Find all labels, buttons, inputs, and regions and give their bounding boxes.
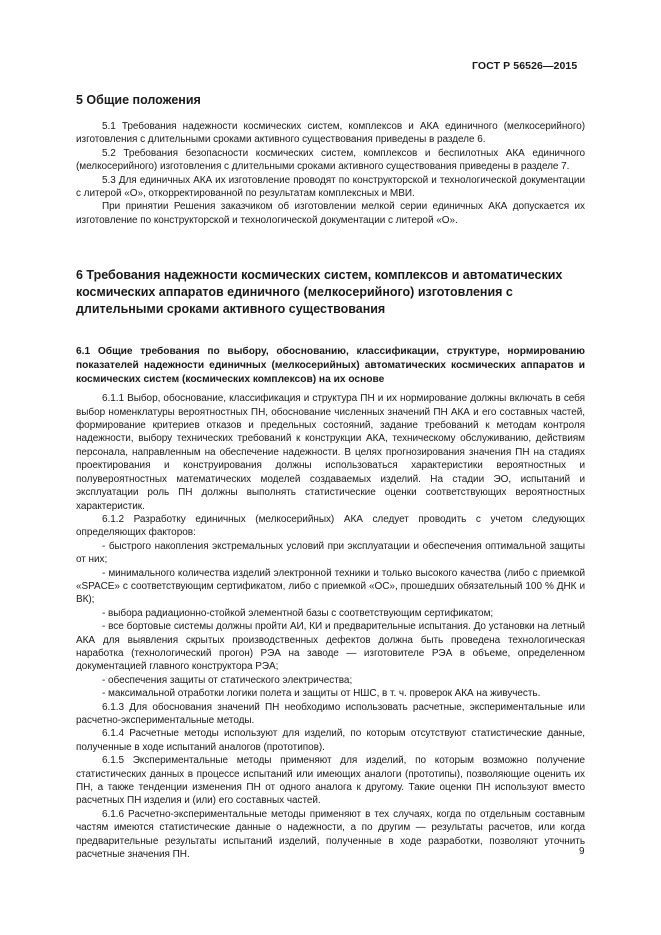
standard-code-header: ГОСТ Р 56526—2015: [472, 60, 578, 72]
subsection-6-1-title: 6.1 Общие требования по выбору, обоснованию, классификации, структуре, нормированию показателей надежности единичных (мелкосерийных) автоматических космических аппаратов и космических систем (космических комплексов) на их основе: [76, 346, 585, 386]
paragraph-5-3: 5.3 Для единичных АКА их изготовление проводят по конструкторской и технологической документации с литерой «О», откорректированной по результатам комплексных и МВИ.: [76, 174, 585, 200]
paragraph-6-1-4: 6.1.4 Расчетные методы используют для изделий, по которым отсутствуют статистические данные, полученные в ходе испытаний аналогов (прототипов).: [76, 728, 585, 753]
section-5-title: 5 Общие положения: [76, 93, 201, 107]
paragraph-5-1: 5.1 Требования надежности космических систем, комплексов и АКА единичного (мелкосерийного) изготовления с длительными сроками активного существования приведены в разделе 6.: [76, 121, 585, 146]
list-item: - выбора радиационно-стойкой элементной базы с соответствующим сертификатом;: [102, 607, 494, 619]
page-number: 9: [579, 846, 585, 857]
list-item: - все бортовые системы должны пройти АИ, КИ и предварительные испытания. До установки на летный АКА для выявления скрытых производственных дефектов должна быть проведена технологическая наработка (технологический прогон) РЭА на заводе — изготовителе РЭА в объеме, определенном документацией главного конструктора РЭА;: [76, 621, 585, 673]
paragraph-6-1-6: 6.1.6 Расчетно-экспериментальные методы применяют в тех случаях, когда по отдельным составным частям имеются статистические данные о надежности, а по другим — результаты расчетов, или когда предварительные результаты испытаний изделий, полученные в ходе разработки, позволяют уточнить расчетные значения ПН.: [76, 808, 585, 861]
list-item: - максимальной отработки логики полета и защиты от НШС, в т. ч. проверок АКА на живучесть.: [102, 688, 541, 700]
list-item: - быстрого накопления экстремальных условий при эксплуатации и обеспечения оптимальной защиты от них;: [76, 540, 585, 566]
paragraph-6-1-3: 6.1.3 Для обоснования значений ПН необходимо использовать расчетные, экспериментальные или расчетно-экспериментальные методы.: [76, 701, 585, 726]
paragraph-5-2: 5.2 Требования безопасности космических систем, комплексов и беспилотных АКА единичного (мелкосерийного) изготовления с длительными сроками активного существования приведены в разделе 7.: [76, 147, 585, 173]
paragraph-6-1-2: 6.1.2 Разработку единичных (мелкосерийных) АКА следует проводить с учетом следующих определяющих факторов:: [76, 513, 585, 539]
section-6-title: 6 Требования надежности космических систем, комплексов и автоматических космических аппаратов единичного (мелкосерийного) изготовления с длительными сроками активного существования: [76, 268, 563, 317]
page-content: [76, 92, 585, 861]
list-item: - обеспечения защиты от статического электричества;: [102, 674, 353, 686]
paragraph-6-1-5: 6.1.5 Экспериментальные методы применяют для изделий, по которым возможно получение статистических данных в процессе испытаний или имеющих аналоги (прототипы), позволяющие оценить их ПН, а также тенденции изменения ПН от одного аналога к другому. Такие оценки ПН используют вместо расчетных ПН изделия и (или) его составных частей.: [76, 755, 585, 807]
paragraph-6-1-1: 6.1.1 Выбор, обоснование, классификация и структура ПН и их нормирование должны включать в себя выбор номенклатуры вероятностных ПН, обоснование численных значений ПН АКА и его составных частей, формирование критериев отказов и предельных состояний, задание требований к методам контроля надежности, выбору технических требований к конструкции АКА, техническому обслуживанию, действиям персонала, направленным на обеспечение надежности. В целях прогнозирования значения ПН на стадиях проектирования и конструирования должны использоваться характеристики вероятностных и полувероятностных математических моделей создаваемых изделий. На стадии ЭО, испытаний и эксплуатации роль ПН должны выполнять статистические оценки соответствующих вероятностных характеристик.: [76, 393, 585, 512]
list-item: - минимального количества изделий электронной техники и только высокого качества (либо с приемкой «SPACE» с соответствующим сертификатом, либо с приемкой «ОС», прошедших обязательный 100 % ДНК и ВК);: [76, 567, 585, 606]
paragraph-5-4: При принятии Решения заказчиком об изготовлении мелкой серии единичных АКА допускается их изготовление по конструкторской и технологической документации с литерой «О».: [76, 201, 585, 226]
